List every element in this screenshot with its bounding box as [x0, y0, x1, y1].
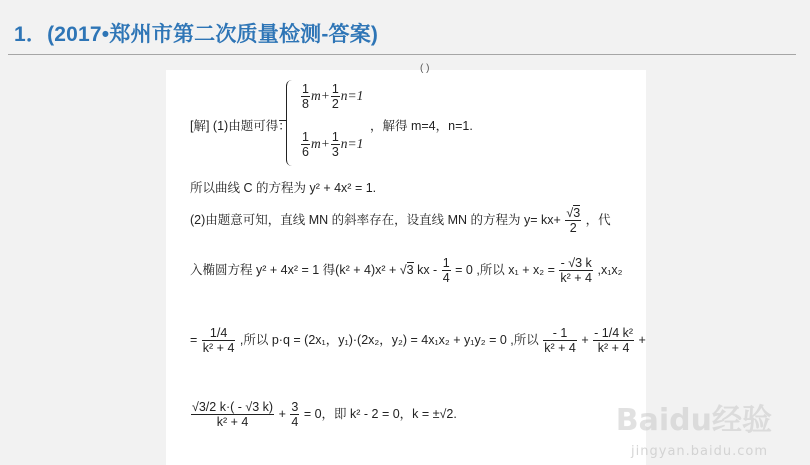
fraction-1-8: $\frac{1}{8}$	[302, 82, 309, 112]
line-mn-text: (2)由题意可知，直线 MN 的斜率存在，设直线 MN 的方程为 y= kx+	[190, 213, 561, 228]
product-roots-text: ,x₁x₂	[597, 263, 623, 278]
ellipse-substitution-line: 入椭圆方程 y² + 4x² = 1 得(k² + 4)x² + √3 kx - $\frac{1}{4}$ = 0 ,所以 x₁ + x₂ = $\frac{- √3 k}{\text{k² + 4}}$ ,x₁x₂	[190, 256, 623, 286]
line-mn-tail: ，代	[585, 213, 611, 228]
fraction-3-4: $\frac{3}{4}$	[291, 400, 299, 430]
system-equation-1: $\frac{1}{8}$ m+ $\frac{1}{2}$ n=1	[302, 82, 364, 112]
substitution-text: 入椭圆方程 y² + 4x² = 1 得(k² + 4)x² +	[190, 263, 397, 278]
fraction-sqrt3-over-2: $\frac{√3}{2}$	[566, 206, 581, 236]
fraction-neg1: $\frac{- 1}{\text{k² + 4}}$	[544, 326, 576, 356]
fraction-1-3: $\frac{1}{3}$	[331, 130, 339, 160]
baidu-jingyan-watermark: Baidu经验	[615, 403, 772, 438]
fraction-sum-roots: $\frac{- √3 k}{\text{k² + 4}}$	[560, 256, 592, 286]
fraction-product-roots: $\frac{1/4}{\text{k² + 4}}$	[202, 326, 235, 356]
title-divider	[8, 54, 796, 55]
equals-sign: =	[190, 333, 198, 348]
plus-sign: +	[581, 333, 589, 348]
solution-image	[166, 63, 646, 465]
top-fragment: ( )	[420, 63, 430, 74]
fraction-k2-term: $\frac{\text{- 1/4 k²}}{\text{k² + 4}}$	[594, 326, 634, 356]
plus-final: +	[278, 407, 286, 422]
line-mn-setup	[190, 206, 611, 236]
kx-term: kx -	[417, 263, 438, 278]
curve-equation-line: 所以曲线 C 的方程为 y² + 4x² = 1.	[190, 181, 377, 195]
sum-roots-text: = 0 ,所以 x₁ + x₂ =	[455, 263, 555, 278]
final-result: = 0，即 k² - 2 = 0，k = ±√2.	[303, 407, 457, 422]
watermark-url: jingyan.baidu.com	[631, 444, 768, 459]
fraction-1-4: $\frac{1}{4}$	[442, 256, 450, 286]
system-equation-2: $\frac{1}{6}$ m+ $\frac{1}{3}$ n=1	[302, 130, 364, 160]
solution-part1-label: [解] (1)由题可得：	[190, 119, 291, 133]
dot-product-line	[190, 326, 646, 356]
sqrt-3: 3	[406, 263, 414, 278]
part1-result: ，解得 m=4，n=1.	[370, 119, 473, 133]
final-equation-line	[190, 400, 457, 430]
dot-product-text: ,所以 p·q = (2x₁，y₁)·(2x₂，y₂) = 4x₁x₂ + y₁y₂ = 0 ,所以	[239, 333, 539, 348]
page-title: 1．(2017•郑州市第二次质量检测-答案)	[14, 23, 379, 46]
fraction-final: $\frac{√3/2 k\cdot( - √3 k)}{\text{k² + 4}}$	[192, 400, 274, 430]
plus-sign-end: +	[638, 333, 646, 348]
fraction-1-2: $\frac{1}{2}$	[331, 82, 339, 112]
fraction-1-6: $\frac{1}{6}$	[302, 130, 309, 160]
